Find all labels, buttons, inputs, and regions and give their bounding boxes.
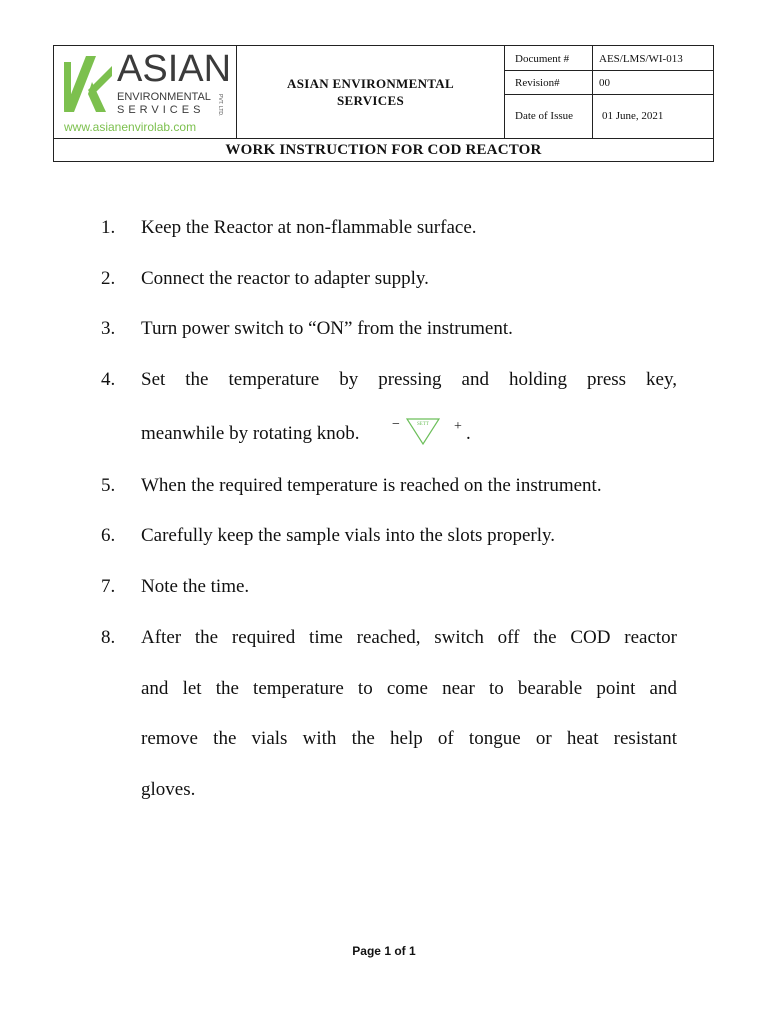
step-text: Carefully keep the sample vials into the slots properly. xyxy=(141,525,556,546)
step-text: and let the temperature to come near to bearable point and xyxy=(141,678,677,699)
company-name: ASIAN ENVIRONMENTAL SERVICES xyxy=(287,76,454,108)
logo-website-text: www.asianenvirolab.com xyxy=(64,120,197,134)
step-text: Connect the reactor to adapter supply. xyxy=(141,268,429,289)
step-number: 5. xyxy=(101,475,116,496)
of-word: of xyxy=(394,944,406,958)
page-current: 1 xyxy=(384,944,391,958)
logo-pvt-text: PVT. LTD. xyxy=(217,94,223,117)
knob-plus: + xyxy=(454,419,462,434)
step-text: Turn power switch to “ON” from the instrument. xyxy=(141,318,513,339)
date-of-issue-value: 01 June, 2021 xyxy=(602,110,664,122)
step-text: gloves. xyxy=(141,779,196,800)
step-text: remove the vials with the help of tongue or heat resistant xyxy=(141,728,677,749)
revision-label: Revision# xyxy=(515,77,560,89)
document-number-label: Document # xyxy=(515,53,570,65)
knob-minus: − xyxy=(392,417,400,432)
step-text: When the required temperature is reached on the instrument. xyxy=(141,475,602,496)
step-text: After the required time reached, switch off the COD reactor xyxy=(141,627,677,648)
date-of-issue-label: Date of Issue xyxy=(515,110,574,122)
step-number: 2. xyxy=(101,268,116,289)
step-text: meanwhile by rotating knob. xyxy=(141,423,360,444)
step-number: 4. xyxy=(101,369,116,390)
step-number: 3. xyxy=(101,318,116,339)
document-number-value: AES/LMS/WI-013 xyxy=(599,53,683,65)
header-divider xyxy=(504,46,505,138)
logo-a-mark-icon xyxy=(62,52,114,116)
header-divider xyxy=(504,70,713,71)
header-divider xyxy=(504,94,713,95)
revision-value: 00 xyxy=(599,77,610,89)
step-text: Set the temperature by pressing and holding press key, xyxy=(141,369,677,390)
company-logo xyxy=(54,46,236,138)
header-divider xyxy=(592,46,593,138)
page-footer xyxy=(0,943,768,959)
step-text: Note the time. xyxy=(141,576,250,597)
page-word: Page xyxy=(352,944,381,958)
step-number: 8. xyxy=(101,627,116,648)
work-instruction-title: WORK INSTRUCTION FOR COD REACTOR xyxy=(225,141,542,158)
page-total: 1 xyxy=(409,944,416,958)
knob-suffix: . xyxy=(466,423,471,444)
step-number: 7. xyxy=(101,576,116,597)
logo-line2-text: SERVICES xyxy=(117,104,205,116)
logo-brand-text: ASIAN xyxy=(117,48,232,90)
logo-line1-text: ENVIRONMENTAL xyxy=(117,91,211,103)
step-text: Keep the Reactor at non-flammable surface. xyxy=(141,217,477,238)
knob-label: SETT xyxy=(417,422,429,427)
document-header xyxy=(53,45,714,162)
step-number: 6. xyxy=(101,525,116,546)
step-number: 1. xyxy=(101,217,116,238)
